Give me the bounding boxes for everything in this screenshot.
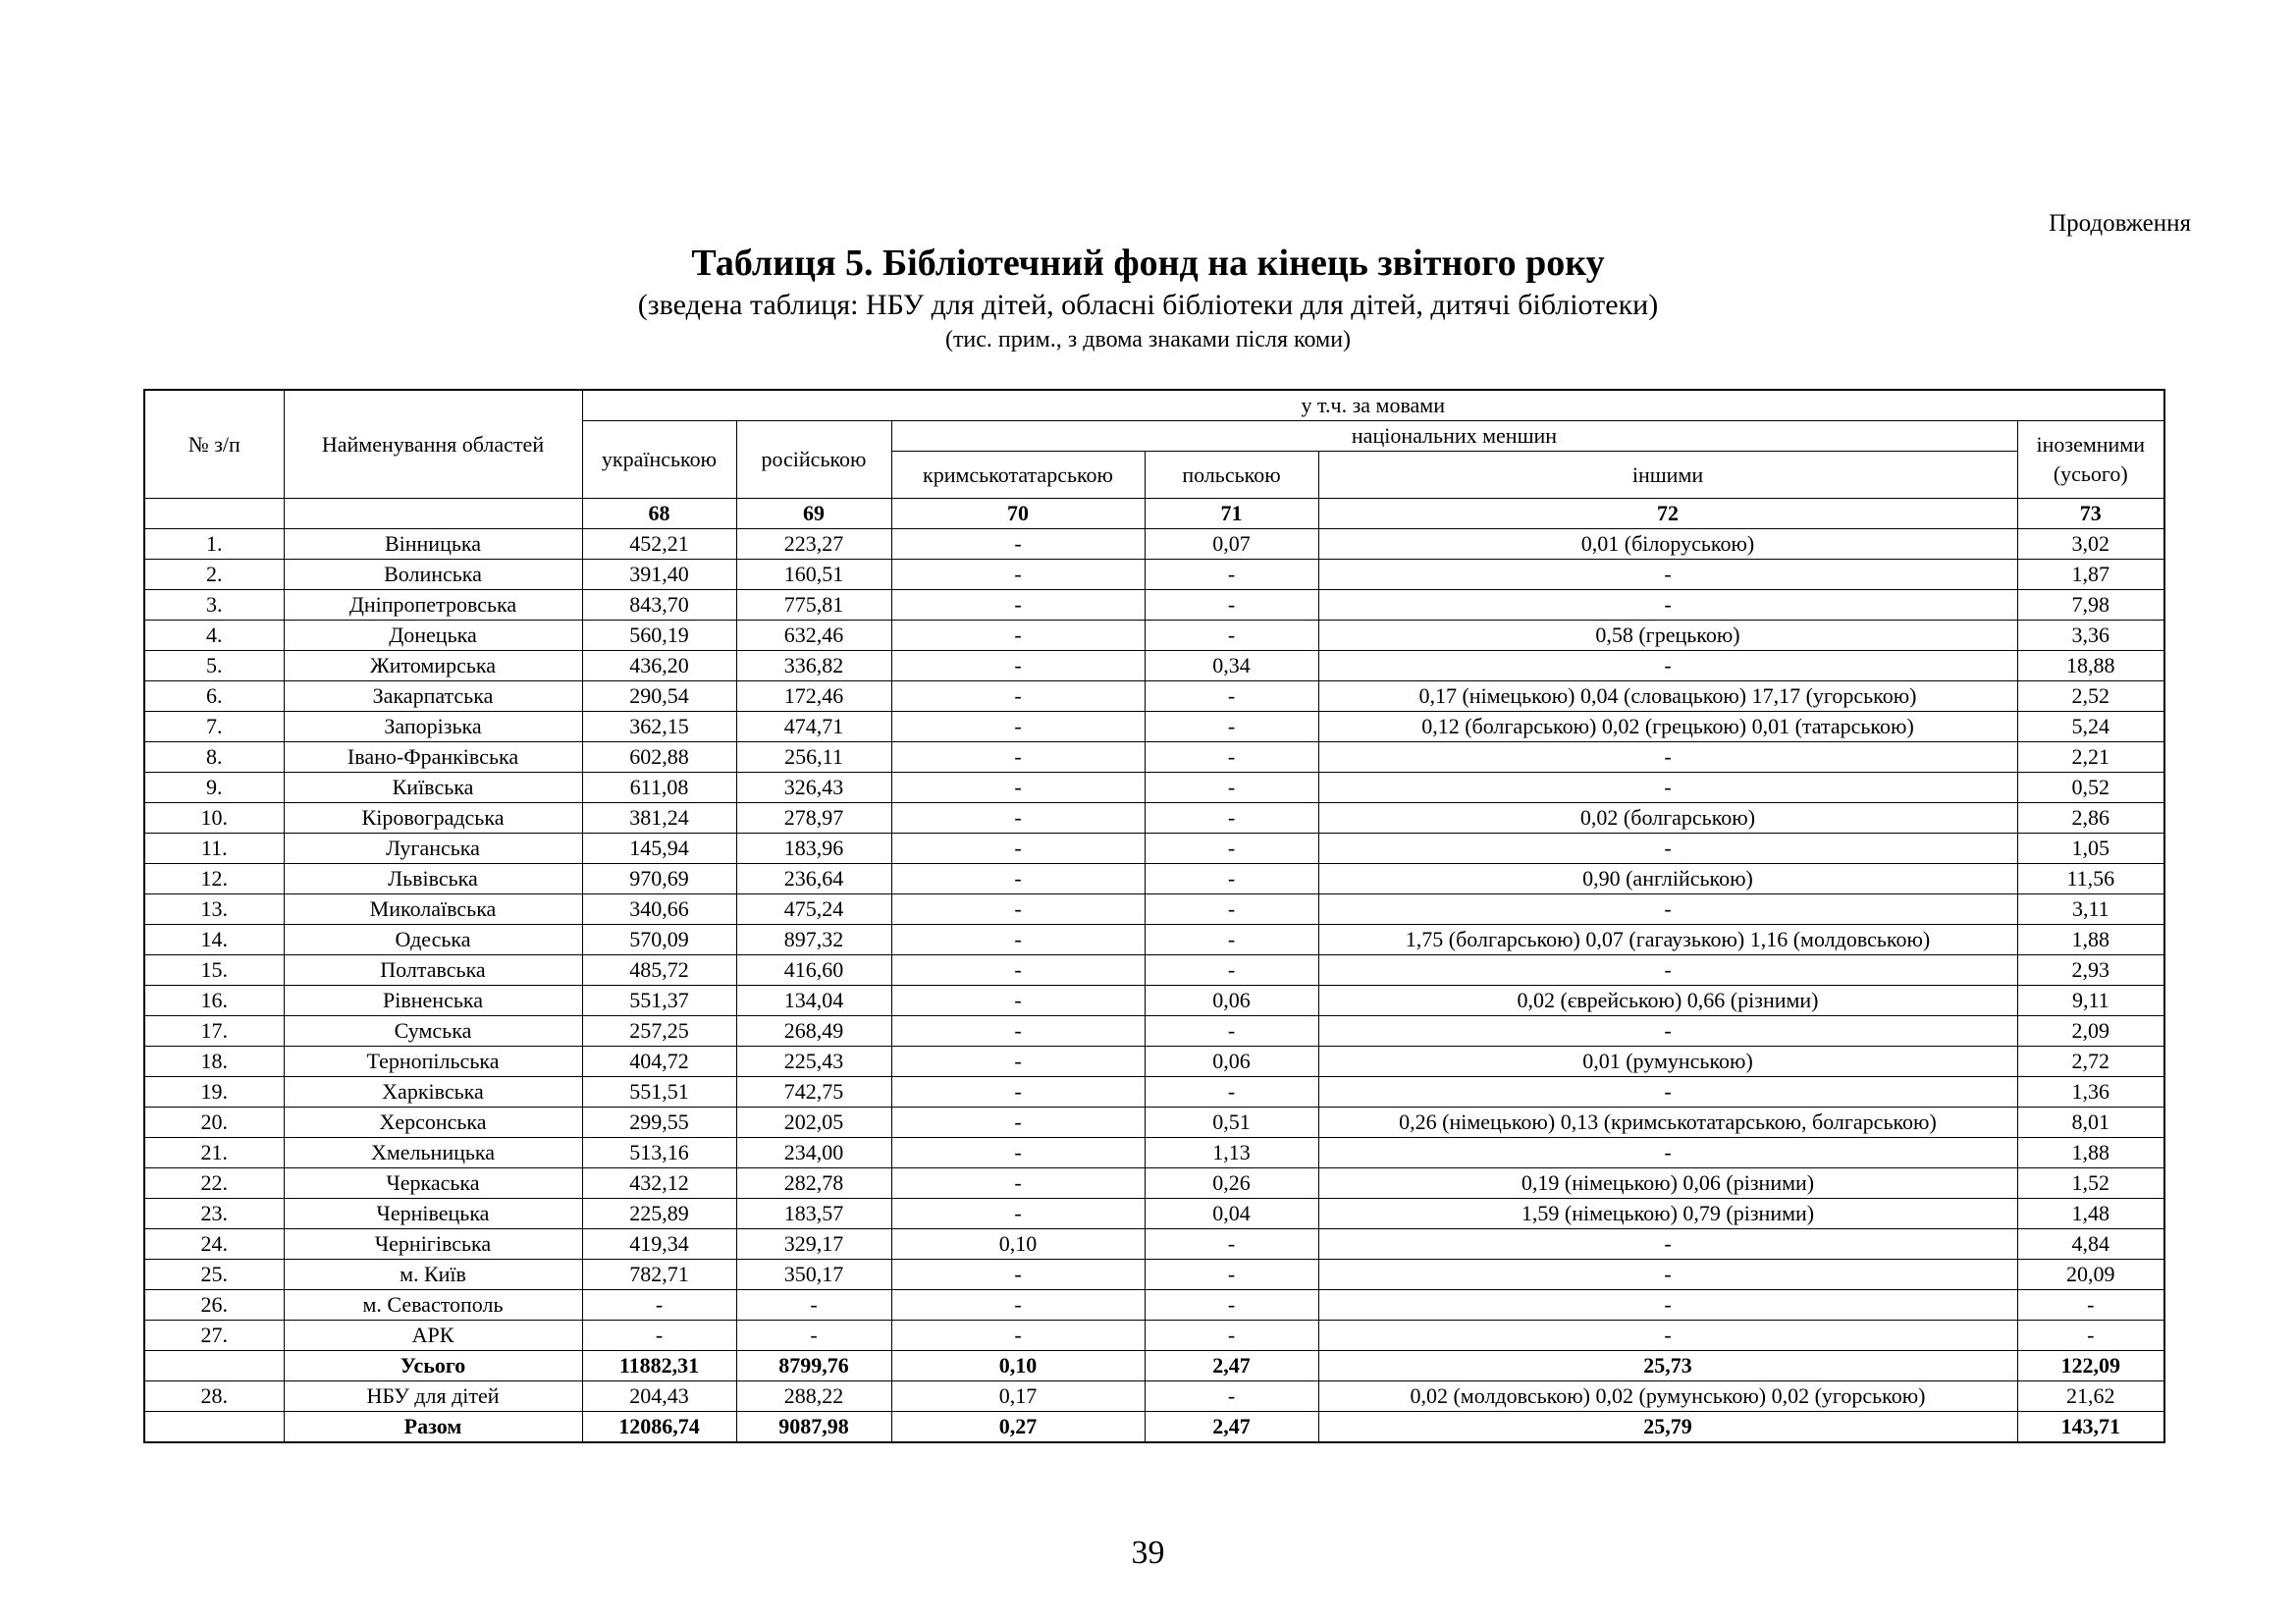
row-number: 3. <box>144 590 284 621</box>
table-row <box>144 955 2164 986</box>
polish-value: 1,13 <box>1145 1138 1318 1168</box>
table-row <box>144 1321 2164 1351</box>
other-languages-value: 0,01 (білоруською) <box>1318 529 2017 560</box>
table-row <box>144 773 2164 803</box>
region-name: Закарпатська <box>284 681 582 712</box>
row-number: 22. <box>144 1168 284 1199</box>
polish-value: - <box>1145 590 1318 621</box>
foreign-value: 3,11 <box>2017 894 2164 925</box>
region-name: Луганська <box>284 834 582 864</box>
table-title: Таблиця 5. Бібліотечний фонд на кінець звітного року <box>691 243 1605 284</box>
header-code: 73 <box>2017 499 2164 529</box>
crimean-tatar-value: - <box>891 986 1145 1016</box>
other-languages-value: - <box>1318 894 2017 925</box>
region-name: Миколаївська <box>284 894 582 925</box>
crimean-tatar-value: - <box>891 1168 1145 1199</box>
polish-value: - <box>1145 1260 1318 1290</box>
row-number: 20. <box>144 1108 284 1138</box>
row-number: 5. <box>144 651 284 681</box>
region-name: Львівська <box>284 864 582 894</box>
other-languages-value: - <box>1318 1138 2017 1168</box>
foreign-value: 8,01 <box>2017 1108 2164 1138</box>
header-ukrainian: українською <box>582 421 736 499</box>
russian-value: 742,75 <box>736 1077 891 1108</box>
table-row <box>144 864 2164 894</box>
russian-value: 775,81 <box>736 590 891 621</box>
crimean-tatar-value: - <box>891 955 1145 986</box>
polish-value: - <box>1145 560 1318 590</box>
foreign-value: 1,87 <box>2017 560 2164 590</box>
region-name: Хмельницька <box>284 1138 582 1168</box>
other-languages-value: - <box>1318 1077 2017 1108</box>
foreign-value: 3,02 <box>2017 529 2164 560</box>
ukrainian-value: 551,37 <box>582 986 736 1016</box>
ukrainian-value: 970,69 <box>582 864 736 894</box>
polish-value: - <box>1145 925 1318 955</box>
foreign-value: 1,05 <box>2017 834 2164 864</box>
region-name: Кіровоградська <box>284 803 582 834</box>
foreign-value: 20,09 <box>2017 1260 2164 1290</box>
region-name: Вінницька <box>284 529 582 560</box>
row-number <box>144 1351 284 1381</box>
crimean-tatar-value: - <box>891 712 1145 742</box>
header-russian: російською <box>736 421 891 499</box>
foreign-value: 1,36 <box>2017 1077 2164 1108</box>
region-name: Разом <box>284 1412 582 1443</box>
table-row <box>144 1381 2164 1412</box>
foreign-value: 1,88 <box>2017 1138 2164 1168</box>
russian-value: 268,49 <box>736 1016 891 1047</box>
header-code: 72 <box>1318 499 2017 529</box>
region-name: Полтавська <box>284 955 582 986</box>
table-row <box>144 742 2164 773</box>
table-row <box>144 712 2164 742</box>
units-note: (тис. прим., з двома знаками після коми) <box>944 327 1352 352</box>
ukrainian-value: 290,54 <box>582 681 736 712</box>
row-number: 28. <box>144 1381 284 1412</box>
table-row <box>144 925 2164 955</box>
ukrainian-value: 391,40 <box>582 560 736 590</box>
russian-value: 282,78 <box>736 1168 891 1199</box>
table-row <box>144 1290 2164 1321</box>
ukrainian-value: 12086,74 <box>582 1412 736 1443</box>
crimean-tatar-value: - <box>891 925 1145 955</box>
foreign-value: 1,52 <box>2017 1168 2164 1199</box>
table-row <box>144 894 2164 925</box>
row-number: 18. <box>144 1047 284 1077</box>
region-name: Одеська <box>284 925 582 955</box>
polish-value: - <box>1145 834 1318 864</box>
crimean-tatar-value: 0,10 <box>891 1351 1145 1381</box>
header-code-blank <box>284 499 582 529</box>
other-languages-value: 0,12 (болгарською) 0,02 (грецькою) 0,01 (татарською) <box>1318 712 2017 742</box>
polish-value: - <box>1145 742 1318 773</box>
ukrainian-value: 570,09 <box>582 925 736 955</box>
russian-value: 474,71 <box>736 712 891 742</box>
foreign-value: 21,62 <box>2017 1381 2164 1412</box>
region-name: Чернігівська <box>284 1229 582 1260</box>
region-name: Дніпропетровська <box>284 590 582 621</box>
row-number: 25. <box>144 1260 284 1290</box>
crimean-tatar-value: - <box>891 742 1145 773</box>
header-foreign: іноземними (усього) <box>2017 421 2164 499</box>
table-row <box>144 1199 2164 1229</box>
polish-value: 0,04 <box>1145 1199 1318 1229</box>
row-number: 11. <box>144 834 284 864</box>
page-number: 39 <box>1131 1535 1165 1571</box>
polish-value: - <box>1145 1016 1318 1047</box>
crimean-tatar-value: - <box>891 681 1145 712</box>
ukrainian-value: 551,51 <box>582 1077 736 1108</box>
russian-value: 234,00 <box>736 1138 891 1168</box>
ukrainian-value: - <box>582 1321 736 1351</box>
row-number: 6. <box>144 681 284 712</box>
table-row <box>144 1016 2164 1047</box>
table-row <box>144 1351 2164 1381</box>
russian-value: 475,24 <box>736 894 891 925</box>
russian-value: 336,82 <box>736 651 891 681</box>
ukrainian-value: 204,43 <box>582 1381 736 1412</box>
foreign-value: 2,21 <box>2017 742 2164 773</box>
russian-value: 256,11 <box>736 742 891 773</box>
polish-value: - <box>1145 955 1318 986</box>
table-row <box>144 1108 2164 1138</box>
header-polish: польською <box>1145 452 1318 499</box>
region-name: Волинська <box>284 560 582 590</box>
ukrainian-value: 485,72 <box>582 955 736 986</box>
table-row <box>144 834 2164 864</box>
foreign-value: 11,56 <box>2017 864 2164 894</box>
ukrainian-value: - <box>582 1290 736 1321</box>
crimean-tatar-value: - <box>891 1260 1145 1290</box>
polish-value: - <box>1145 894 1318 925</box>
ukrainian-value: 611,08 <box>582 773 736 803</box>
crimean-tatar-value: - <box>891 1077 1145 1108</box>
region-name: Усього <box>284 1351 582 1381</box>
russian-value: 172,46 <box>736 681 891 712</box>
ukrainian-value: 419,34 <box>582 1229 736 1260</box>
library-fund-table <box>143 389 2165 1443</box>
russian-value: 183,96 <box>736 834 891 864</box>
foreign-value: 2,72 <box>2017 1047 2164 1077</box>
polish-value: - <box>1145 773 1318 803</box>
table-subtitle: (зведена таблиця: НБУ для дітей, обласні бібліотеки для дітей, дитячі бібліотеки) <box>637 289 1659 321</box>
other-languages-value: - <box>1318 560 2017 590</box>
polish-value: - <box>1145 621 1318 651</box>
russian-value: 225,43 <box>736 1047 891 1077</box>
crimean-tatar-value: 0,10 <box>891 1229 1145 1260</box>
ukrainian-value: 432,12 <box>582 1168 736 1199</box>
russian-value: 9087,98 <box>736 1412 891 1443</box>
foreign-value: 3,36 <box>2017 621 2164 651</box>
polish-value: 0,06 <box>1145 1047 1318 1077</box>
region-name: Київська <box>284 773 582 803</box>
crimean-tatar-value: - <box>891 894 1145 925</box>
ukrainian-value: 299,55 <box>582 1108 736 1138</box>
foreign-value: 5,24 <box>2017 712 2164 742</box>
foreign-value: - <box>2017 1321 2164 1351</box>
polish-value: - <box>1145 681 1318 712</box>
polish-value: - <box>1145 1229 1318 1260</box>
foreign-value: 7,98 <box>2017 590 2164 621</box>
polish-value: 0,07 <box>1145 529 1318 560</box>
polish-value: 0,26 <box>1145 1168 1318 1199</box>
row-number: 16. <box>144 986 284 1016</box>
russian-value: 632,46 <box>736 621 891 651</box>
foreign-value: 1,88 <box>2017 925 2164 955</box>
polish-value: - <box>1145 803 1318 834</box>
foreign-value: 2,86 <box>2017 803 2164 834</box>
row-number: 27. <box>144 1321 284 1351</box>
header-crimean: кримськотатарською <box>891 452 1145 499</box>
other-languages-value: - <box>1318 834 2017 864</box>
ukrainian-value: 225,89 <box>582 1199 736 1229</box>
other-languages-value: - <box>1318 955 2017 986</box>
other-languages-value: - <box>1318 742 2017 773</box>
russian-value: 236,64 <box>736 864 891 894</box>
polish-value: - <box>1145 712 1318 742</box>
ukrainian-value: 340,66 <box>582 894 736 925</box>
ukrainian-value: 560,19 <box>582 621 736 651</box>
ukrainian-value: 602,88 <box>582 742 736 773</box>
crimean-tatar-value: - <box>891 803 1145 834</box>
row-number: 10. <box>144 803 284 834</box>
row-number <box>144 1412 284 1443</box>
table-row <box>144 529 2164 560</box>
other-languages-value: 0,02 (болгарською) <box>1318 803 2017 834</box>
region-name: НБУ для дітей <box>284 1381 582 1412</box>
other-languages-value: 25,79 <box>1318 1412 2017 1443</box>
other-languages-value: - <box>1318 1016 2017 1047</box>
russian-value: 8799,76 <box>736 1351 891 1381</box>
crimean-tatar-value: - <box>891 621 1145 651</box>
crimean-tatar-value: - <box>891 1199 1145 1229</box>
region-name: Черкаська <box>284 1168 582 1199</box>
foreign-value: 2,52 <box>2017 681 2164 712</box>
ukrainian-value: 782,71 <box>582 1260 736 1290</box>
other-languages-value: 0,58 (грецькою) <box>1318 621 2017 651</box>
russian-value: 350,17 <box>736 1260 891 1290</box>
row-number: 9. <box>144 773 284 803</box>
foreign-value: 143,71 <box>2017 1412 2164 1443</box>
crimean-tatar-value: - <box>891 560 1145 590</box>
other-languages-value: - <box>1318 590 2017 621</box>
crimean-tatar-value: - <box>891 1108 1145 1138</box>
crimean-tatar-value: - <box>891 1290 1145 1321</box>
other-languages-value: - <box>1318 773 2017 803</box>
foreign-value: 2,09 <box>2017 1016 2164 1047</box>
other-languages-value: 0,02 (молдовською) 0,02 (румунською) 0,02 (угорською) <box>1318 1381 2017 1412</box>
other-languages-value: - <box>1318 1321 2017 1351</box>
other-languages-value: 25,73 <box>1318 1351 2017 1381</box>
polish-value: - <box>1145 1381 1318 1412</box>
table-row <box>144 560 2164 590</box>
russian-value: 416,60 <box>736 955 891 986</box>
row-number: 7. <box>144 712 284 742</box>
row-number: 21. <box>144 1138 284 1168</box>
region-name: Донецька <box>284 621 582 651</box>
table-body <box>144 529 2164 1443</box>
other-languages-value: - <box>1318 1229 2017 1260</box>
polish-value: 2,47 <box>1145 1412 1318 1443</box>
row-number: 19. <box>144 1077 284 1108</box>
table-row <box>144 1077 2164 1108</box>
row-number: 8. <box>144 742 284 773</box>
foreign-value: 0,52 <box>2017 773 2164 803</box>
header-code: 71 <box>1145 499 1318 529</box>
region-name: Рівненська <box>284 986 582 1016</box>
row-number: 1. <box>144 529 284 560</box>
polish-value: - <box>1145 1077 1318 1108</box>
other-languages-value: 0,02 (єврейською) 0,66 (різними) <box>1318 986 2017 1016</box>
crimean-tatar-value: - <box>891 834 1145 864</box>
row-number: 4. <box>144 621 284 651</box>
foreign-value: 2,93 <box>2017 955 2164 986</box>
region-name: Херсонська <box>284 1108 582 1138</box>
other-languages-value: 0,26 (німецькою) 0,13 (кримськотатарською, болгарською) <box>1318 1108 2017 1138</box>
ukrainian-value: 404,72 <box>582 1047 736 1077</box>
table-row <box>144 1138 2164 1168</box>
other-languages-value: 1,75 (болгарською) 0,07 (гагаузькою) 1,16 (молдовською) <box>1318 925 2017 955</box>
row-number: 15. <box>144 955 284 986</box>
russian-value: 897,32 <box>736 925 891 955</box>
crimean-tatar-value: - <box>891 1138 1145 1168</box>
other-languages-value: - <box>1318 1260 2017 1290</box>
russian-value: 134,04 <box>736 986 891 1016</box>
foreign-value: - <box>2017 1290 2164 1321</box>
table-row <box>144 681 2164 712</box>
polish-value: - <box>1145 864 1318 894</box>
crimean-tatar-value: - <box>891 1047 1145 1077</box>
crimean-tatar-value: 0,27 <box>891 1412 1145 1443</box>
russian-value: 329,17 <box>736 1229 891 1260</box>
region-name: Сумська <box>284 1016 582 1047</box>
table-row <box>144 986 2164 1016</box>
region-name: Житомирська <box>284 651 582 681</box>
row-number: 13. <box>144 894 284 925</box>
crimean-tatar-value: - <box>891 773 1145 803</box>
crimean-tatar-value: - <box>891 651 1145 681</box>
polish-value: 0,51 <box>1145 1108 1318 1138</box>
russian-value: 326,43 <box>736 773 891 803</box>
other-languages-value: 0,01 (румунською) <box>1318 1047 2017 1077</box>
header-code: 69 <box>736 499 891 529</box>
russian-value: - <box>736 1321 891 1351</box>
foreign-value: 122,09 <box>2017 1351 2164 1381</box>
region-name: АРК <box>284 1321 582 1351</box>
foreign-value: 9,11 <box>2017 986 2164 1016</box>
region-name: Івано-Франківська <box>284 742 582 773</box>
other-languages-value: 0,19 (німецькою) 0,06 (різними) <box>1318 1168 2017 1199</box>
row-number: 23. <box>144 1199 284 1229</box>
other-languages-value: - <box>1318 651 2017 681</box>
header-others: іншими <box>1318 452 2017 499</box>
header-languages: у т.ч. за мовами <box>582 390 2164 421</box>
table-row <box>144 651 2164 681</box>
table-row <box>144 1412 2164 1443</box>
crimean-tatar-value: - <box>891 1321 1145 1351</box>
crimean-tatar-value: - <box>891 864 1145 894</box>
continuation-label: Продовження <box>2049 210 2191 237</box>
header-code: 68 <box>582 499 736 529</box>
polish-value: 0,06 <box>1145 986 1318 1016</box>
header-num: № з/п <box>144 390 284 499</box>
polish-value: 0,34 <box>1145 651 1318 681</box>
foreign-value: 4,84 <box>2017 1229 2164 1260</box>
ukrainian-value: 436,20 <box>582 651 736 681</box>
table-row <box>144 1047 2164 1077</box>
region-name: Чернівецька <box>284 1199 582 1229</box>
header-name: Найменування областей <box>284 390 582 499</box>
row-number: 17. <box>144 1016 284 1047</box>
russian-value: - <box>736 1290 891 1321</box>
region-name: Харківська <box>284 1077 582 1108</box>
table-row <box>144 1260 2164 1290</box>
ukrainian-value: 381,24 <box>582 803 736 834</box>
russian-value: 223,27 <box>736 529 891 560</box>
table-row <box>144 1168 2164 1199</box>
ukrainian-value: 362,15 <box>582 712 736 742</box>
other-languages-value: - <box>1318 1290 2017 1321</box>
ukrainian-value: 452,21 <box>582 529 736 560</box>
other-languages-value: 0,90 (англійською) <box>1318 864 2017 894</box>
russian-value: 288,22 <box>736 1381 891 1412</box>
ukrainian-value: 843,70 <box>582 590 736 621</box>
russian-value: 202,05 <box>736 1108 891 1138</box>
region-name: Запорізька <box>284 712 582 742</box>
foreign-value: 1,48 <box>2017 1199 2164 1229</box>
header-code-blank <box>144 499 284 529</box>
polish-value: - <box>1145 1290 1318 1321</box>
row-number: 14. <box>144 925 284 955</box>
polish-value: - <box>1145 1321 1318 1351</box>
russian-value: 278,97 <box>736 803 891 834</box>
other-languages-value: 0,17 (німецькою) 0,04 (словацькою) 17,17 (угорською) <box>1318 681 2017 712</box>
crimean-tatar-value: - <box>891 590 1145 621</box>
table-row <box>144 803 2164 834</box>
header-code: 70 <box>891 499 1145 529</box>
table-row <box>144 590 2164 621</box>
region-name: Тернопільська <box>284 1047 582 1077</box>
ukrainian-value: 513,16 <box>582 1138 736 1168</box>
table-row <box>144 1229 2164 1260</box>
crimean-tatar-value: 0,17 <box>891 1381 1145 1412</box>
region-name: м. Севастополь <box>284 1290 582 1321</box>
table-row <box>144 621 2164 651</box>
row-number: 2. <box>144 560 284 590</box>
foreign-value: 18,88 <box>2017 651 2164 681</box>
ukrainian-value: 11882,31 <box>582 1351 736 1381</box>
region-name: м. Київ <box>284 1260 582 1290</box>
russian-value: 160,51 <box>736 560 891 590</box>
crimean-tatar-value: - <box>891 1016 1145 1047</box>
other-languages-value: 1,59 (німецькою) 0,79 (різними) <box>1318 1199 2017 1229</box>
ukrainian-value: 145,94 <box>582 834 736 864</box>
polish-value: 2,47 <box>1145 1351 1318 1381</box>
crimean-tatar-value: - <box>891 529 1145 560</box>
row-number: 26. <box>144 1290 284 1321</box>
row-number: 24. <box>144 1229 284 1260</box>
russian-value: 183,57 <box>736 1199 891 1229</box>
ukrainian-value: 257,25 <box>582 1016 736 1047</box>
row-number: 12. <box>144 864 284 894</box>
header-minorities: національних меншин <box>891 421 2017 452</box>
